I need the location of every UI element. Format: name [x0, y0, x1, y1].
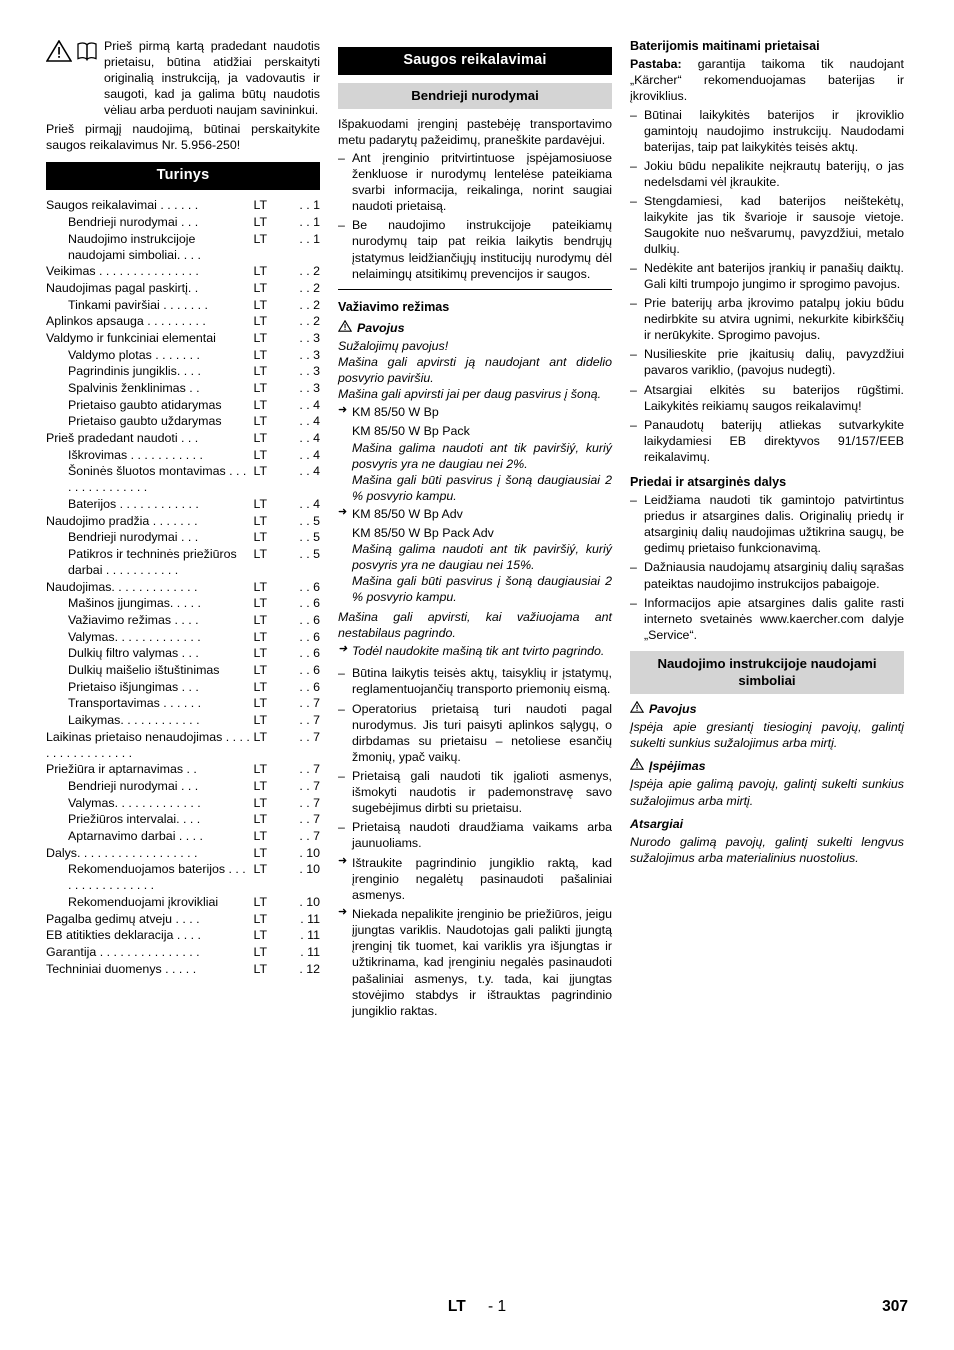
toc-entry-page: . . 4	[299, 464, 320, 479]
list-item	[338, 506, 612, 522]
toc-entry-page: . . 5	[299, 530, 320, 545]
toc-entry-title: Aplinkos apsauga . . . . . . . . .	[46, 314, 206, 329]
toc-entry-title: Rekomenduojami įkrovikliai	[68, 894, 219, 909]
battery-devices-heading: Baterijomis maitinami prietaisai	[630, 39, 820, 53]
toc-entry-lang: LT	[253, 696, 268, 711]
toc-entry-title: Dalys. . . . . . . . . . . . . . . . . .	[46, 845, 198, 860]
toc-entry-page: . . 3	[299, 330, 320, 345]
toc-entry-page: . . 1	[299, 214, 320, 229]
toc-title-bar: Turinys	[46, 162, 320, 190]
toc-row[interactable]	[46, 729, 320, 762]
toc-entry-lang: LT	[253, 795, 268, 810]
toc-entry-title: Prietaiso išjungimas . . .	[68, 679, 199, 694]
warning-label: Įspėjimas	[649, 759, 706, 774]
danger-description: Įspėja apie gresiantį tiesioginį pavojų, galintį sukelti sunkius sužalojimus arba mirtį.	[630, 720, 904, 751]
toc-row[interactable]	[46, 263, 320, 280]
intro-paragraph-2: Prieš pirmąjį naudojimą, būtinai perskaitykite saugos reikalavimus Nr. 5.956-250!	[46, 122, 320, 153]
toc-entry-title: Pagalba gedimų atveju . . . .	[46, 911, 200, 926]
toc-entry-page: . 10	[299, 894, 320, 909]
toc-entry-title: Naudojimas pagal paskirtį. .	[46, 280, 199, 295]
operation-rules-list	[338, 665, 612, 851]
footer-center	[46, 1298, 908, 1316]
toc-entry-lang: LT	[253, 579, 268, 594]
toc-row[interactable]	[46, 347, 320, 364]
warning-triangle-icon	[46, 40, 72, 62]
toc-entry-title: Dulkių filtro valymas . . .	[68, 646, 199, 661]
footer-language: LT	[447, 1298, 466, 1315]
toc-row[interactable]	[46, 413, 320, 430]
divider	[338, 289, 612, 290]
page-footer	[46, 1298, 908, 1320]
toc-entry-title: Aptarnavimo darbai . . . .	[68, 828, 203, 843]
toc-entry-page: . . 5	[299, 513, 320, 528]
list-item: – Atsargiai elkitės su baterijos rūgštimi. Laikykitės reikiamų saugos reikalavimų!	[630, 382, 904, 414]
toc-entry-lang: LT	[253, 546, 268, 561]
toc-row[interactable]	[46, 579, 320, 596]
table-of-contents	[46, 197, 320, 977]
toc-entry-lang: LT	[253, 496, 268, 511]
toc-row[interactable]	[46, 927, 320, 944]
list-item: – Stengdamiesi, kad baterijos neištekėtų, laikykite jas tik švarioje ir sausoje vietoje. Saugokite nuo nešvarumų, pavyzdžiui, metalo dulkių.	[630, 193, 904, 257]
list-item: ➜ Niekada nepalikite įrenginio be priežiūros, jeigu įjungtas variklis. Naudotojas gali palikti įjungtą įrenginį tik tuomet, kai variklis yra išjungtas ir užtikrinama, kad įrenginiu negalės pasinaudoti pašaliniai asmenys, t.y. tada, kai įjungtas stovėjimo stabdys ir ištrauktas pagrindinio jungiklio raktas.	[338, 906, 612, 1018]
column-left	[46, 38, 320, 977]
toc-row[interactable]	[46, 280, 320, 297]
toc-entry-page: . 11	[300, 911, 320, 926]
list-item: – Leidžiama naudoti tik gamintojo patvirtintus priedus ir atsargines dalis. Originalių priedų ir atsarginių dalių naudojimas užtikrina saugų, be gedimų prietaiso funkcionavimą.	[630, 492, 904, 556]
intro-text	[104, 38, 320, 118]
toc-entry-lang: LT	[253, 596, 268, 611]
toc-row[interactable]	[46, 778, 320, 795]
footer-page-number: 307	[882, 1298, 908, 1315]
toc-entry-page: . . 4	[299, 430, 320, 445]
toc-entry-lang: LT	[253, 662, 268, 677]
toc-row[interactable]	[46, 380, 320, 397]
toc-row[interactable]	[46, 231, 320, 264]
toc-entry-title: Prietaiso gaubto atidarymas	[68, 397, 222, 412]
toc-entry-page: . . 3	[299, 347, 320, 362]
model-note-2: Mašina gali būti pasvirus į šoną daugiausiai 2 % posvyrio kampu.	[352, 574, 612, 605]
list-item: – Operatorius prietaisą turi naudoti pagal nurodymus. Jis turi paisyti aplinkos sąlygų, o dirbdamas su prietaisu – netoliese esančių žmonių, ypač vaikų.	[338, 701, 612, 765]
toc-entry-title: Transportavimas . . . . . .	[68, 696, 202, 711]
toc-row[interactable]	[46, 529, 320, 546]
toc-entry-title: Iškrovimas . . . . . . . . . . .	[68, 447, 203, 462]
toc-entry-lang: LT	[253, 778, 268, 793]
toc-entry-lang: LT	[253, 347, 268, 362]
danger-text-3: Mašina gali apvirsti jai per daug pasvirus į šoną.	[338, 387, 602, 402]
list-item: – Prietaisą gali naudoti tik įgalioti asmenys, išmokyti naudotis ir pademonstravę savo sugebėjimus dirbti su prietaisu.	[338, 768, 612, 816]
toc-body	[46, 197, 320, 977]
toc-entry-lang: LT	[253, 513, 268, 528]
toc-entry-title: Bendrieji nurodymai . . .	[68, 778, 199, 793]
toc-entry-title: Šoninės šluotos montavimas . . . . . . . . . . . . . . .	[68, 464, 247, 495]
toc-entry-title: Bendrieji nurodymai . . .	[68, 530, 199, 545]
list-item: – Be naudojimo instrukcijoje pateikiamų nurodymų taip pat reikia laikytis bendrųjų įstatymus leidžiančiųjų institucijų nurodymų dėl nelaimingų atsitikimų prevencijos ir saugos.	[338, 217, 612, 281]
toc-entry-lang: LT	[253, 845, 268, 860]
model-name-secondary: KM 85/50 W Bp Pack	[352, 424, 470, 439]
toc-entry-lang: LT	[253, 911, 268, 926]
toc-entry-page: . . 7	[299, 778, 320, 793]
model-name-secondary: KM 85/50 W Bp Pack Adv	[352, 525, 494, 540]
toc-entry-page: . . 7	[299, 729, 320, 744]
toc-entry-title: Naudojimas. . . . . . . . . . . . .	[46, 579, 198, 594]
warning-triangle-icon	[338, 320, 352, 336]
footer-page-marker: - 1	[488, 1298, 507, 1315]
note-label: Pastaba:	[630, 57, 682, 72]
toc-entry-lang: LT	[253, 612, 268, 627]
toc-entry-page: . 11	[300, 928, 320, 943]
unstable-ground-note: Mašina gali apvirsti, kai važiuojama ant nestabilaus pagrindo.	[338, 610, 612, 641]
toc-entry-title: Baterijos . . . . . . . . . . . .	[68, 496, 199, 511]
toc-entry-lang: LT	[253, 729, 268, 744]
toc-entry-page: . . 7	[299, 712, 320, 727]
toc-row[interactable]	[46, 811, 320, 828]
toc-entry-title: Prietaiso gaubto uždarymas	[68, 414, 222, 429]
symbols-bar: Naudojimo instrukcijoje naudojami simboliai	[630, 651, 904, 694]
caution-symbol-row	[630, 816, 904, 832]
warning-symbol-row	[630, 758, 904, 774]
toc-entry-page: . 10	[299, 862, 320, 877]
toc-entry-lang: LT	[253, 364, 268, 379]
accessories-heading: Priedai ir atsarginės dalys	[630, 474, 787, 489]
toc-row[interactable]	[46, 861, 320, 894]
toc-entry-title: Prieš pradedant naudoti . . .	[46, 430, 199, 445]
model-name: KM 85/50 W Bp Adv	[352, 506, 463, 521]
toc-entry-lang: LT	[253, 712, 268, 727]
list-item: – Būtina laikytis teisės aktų, taisyklių ir įstatymų, reglamentuojančių transporto priemonių eismą.	[338, 665, 612, 697]
list-item: – Prie baterijų arba įkrovimo patalpų jokiu būdu nedirbkite su atvira ugnimi, nekurkite kibirkščių ir nerūkykite. Sprogimo pavojus.	[630, 295, 904, 343]
toc-entry-lang: LT	[253, 231, 268, 246]
toc-entry-page: . . 6	[299, 612, 320, 627]
toc-entry-page: . . 7	[299, 828, 320, 843]
list-item: – Dažniausia naudojamų atsarginių dalių sąrašas pateiktas naudojimo instrukcijos pabaigoje.	[630, 559, 904, 591]
firm-ground-instruction	[338, 643, 612, 659]
toc-row[interactable]	[46, 612, 320, 629]
toc-entry-title: Naudojimo pradžia . . . . . . .	[46, 513, 198, 528]
toc-entry-page: . . 4	[299, 447, 320, 462]
toc-entry-page: . . 2	[299, 297, 320, 312]
toc-entry-page: . . 4	[299, 496, 320, 511]
toc-entry-title: Rekomenduojamos baterijos . . . . . . . . . . . . . . . .	[68, 862, 246, 893]
toc-entry-title: Saugos reikalavimai . . . . . .	[46, 198, 199, 213]
toc-entry-lang: LT	[253, 264, 268, 279]
toc-row[interactable]	[46, 828, 320, 845]
three-column-layout	[46, 38, 908, 1022]
toc-entry-page: . 10	[299, 845, 320, 860]
toc-entry-page: . . 2	[299, 264, 320, 279]
toc-entry-page: . . 6	[299, 646, 320, 661]
toc-row[interactable]	[46, 595, 320, 612]
list-item: – Būtinai laikykitės baterijos ir įkroviklio gamintojų naudojimo instrukcijų. Naudodami baterijas, taip pat laikykitės teisės aktų.	[630, 107, 904, 155]
toc-entry-lang: LT	[253, 214, 268, 229]
toc-row[interactable]	[46, 845, 320, 862]
toc-row[interactable]	[46, 363, 320, 380]
toc-entry-lang: LT	[253, 679, 268, 694]
toc-row[interactable]	[46, 712, 320, 729]
caution-description: Nurodo galimą pavojų, galintį sukelti lengvus sužalojimus arba materialinius nuostolius.	[630, 834, 904, 865]
toc-row[interactable]	[46, 695, 320, 712]
toc-entry-lang: LT	[253, 397, 268, 412]
toc-entry-page: . . 6	[299, 596, 320, 611]
toc-entry-title: EB atitikties deklaracija . . . .	[46, 928, 201, 943]
model-note-1: Mašina galima naudoti ant tik paviršiý, kuriý posvyris yra ne daugiau nei 2%.	[352, 440, 612, 471]
general-notes-list	[338, 150, 612, 282]
toc-entry-title: Priežiūra ir aptarnavimas . .	[46, 762, 197, 777]
toc-entry-lang: LT	[253, 530, 268, 545]
toc-entry-lang: LT	[253, 928, 268, 943]
toc-entry-title: Bendrieji nurodymai . . .	[68, 214, 199, 229]
model-list-2	[338, 506, 612, 522]
accessories-list	[630, 492, 904, 643]
toc-entry-title: Spalvinis ženklinimas . .	[68, 380, 200, 395]
toc-entry-lang: LT	[253, 828, 268, 843]
toc-row[interactable]	[46, 944, 320, 961]
note-text: garantija taikoma tik naudojant „Kärcher“ rekomenduojamas baterijas ir įkroviklius.	[630, 57, 904, 104]
toc-entry-title: Važiavimo režimas . . . .	[68, 612, 199, 627]
toc-entry-lang: LT	[253, 430, 268, 445]
toc-entry-title: Laikymas. . . . . . . . . . . .	[68, 712, 200, 727]
toc-entry-page: . . 3	[299, 380, 320, 395]
warning-triangle-icon	[630, 701, 644, 717]
toc-entry-page: . . 7	[299, 696, 320, 711]
danger-label: Pavojus	[649, 702, 697, 717]
toc-row[interactable]	[46, 662, 320, 679]
toc-entry-page: . 11	[300, 944, 320, 959]
toc-entry-lang: LT	[253, 280, 268, 295]
toc-entry-page: . . 7	[299, 762, 320, 777]
warning-triangle-icon	[630, 758, 644, 774]
toc-row[interactable]	[46, 463, 320, 496]
toc-entry-title: Laikinas prietaiso nenaudojimas . . . . . . . . . . . . . . . . .	[46, 729, 250, 760]
driving-mode-heading: Važiavimo režimas	[338, 299, 450, 314]
list-item: – Nusilieskite prie įkaitusių dalių, pavyzdžiui pavaros variklio, (pavojus nudegti).	[630, 346, 904, 378]
toc-row[interactable]	[46, 795, 320, 812]
toc-entry-page: . . 1	[299, 231, 320, 246]
warranty-note	[630, 56, 904, 104]
intro-warning-block	[46, 38, 320, 118]
toc-entry-page: . . 4	[299, 397, 320, 412]
toc-entry-lang: LT	[253, 464, 268, 479]
toc-entry-lang: LT	[253, 198, 268, 213]
toc-row[interactable]	[46, 961, 320, 978]
toc-entry-lang: LT	[253, 330, 268, 345]
toc-entry-lang: LT	[253, 629, 268, 644]
toc-row[interactable]	[46, 894, 320, 911]
toc-entry-title: Dulkių maišelio ištuštinimas	[68, 662, 220, 677]
general-notes-bar: Bendrieji nurodymai	[338, 83, 612, 109]
model-note-2: Mašina gali būti pasvirus į šoną daugiausiai 2 % posvyrio kampu.	[352, 472, 612, 503]
toc-entry-title: Pagrindinis jungiklis. . . .	[68, 364, 201, 379]
toc-entry-lang: LT	[253, 314, 268, 329]
toc-entry-page: . . 4	[299, 414, 320, 429]
manual-book-icon	[76, 40, 98, 62]
toc-entry-title: Patikros ir techninės priežiūros darbai . . . . . . . . . . .	[68, 546, 237, 577]
model-list-1	[338, 404, 612, 420]
toc-entry-title: Priežiūros intervalai. . . .	[68, 812, 201, 827]
toc-entry-lang: LT	[253, 812, 268, 827]
toc-entry-title: Valymas. . . . . . . . . . . . .	[68, 795, 201, 810]
safety-requirements-bar: Saugos reikalavimai	[338, 47, 612, 75]
toc-row[interactable]	[46, 430, 320, 447]
intro-paragraph-1: Prieš pirmą kartą pradedant naudotis prietaisu, būtina atidžiai perskaityti originalią instrukciją, ja vadovautis ir saugoti, kad ja galima būtų naudotis vėliau arba perduoti naujam savininkui.	[104, 39, 320, 118]
toc-entry-page: . . 6	[299, 629, 320, 644]
toc-entry-page: . . 2	[299, 314, 320, 329]
battery-safety-list	[630, 107, 904, 465]
model-name: KM 85/50 W Bp	[352, 405, 439, 420]
list-item: ➜ Ištraukite pagrindinio jungiklio raktą, kad įrenginio negalėtų pasinaudoti pašaliniai asmenys.	[338, 855, 612, 903]
toc-row[interactable]	[46, 214, 320, 231]
key-removal-list	[338, 855, 612, 1019]
toc-entry-page: . . 1	[299, 198, 320, 213]
toc-entry-lang: LT	[253, 894, 268, 909]
toc-row[interactable]	[46, 297, 320, 314]
toc-entry-lang: LT	[253, 862, 268, 877]
list-item: – Informacijos apie atsargines dalis galite rasti interneto svetainės www.kaercher.com dalyje „Service“.	[630, 595, 904, 643]
toc-row[interactable]	[46, 330, 320, 347]
toc-entry-page: . . 6	[299, 679, 320, 694]
list-item: – Jokiu būdu nepalikite neįkrautų baterijų, o jas nedelsdami vėl įkraukite.	[630, 158, 904, 190]
column-middle	[338, 38, 612, 1022]
toc-entry-lang: LT	[253, 447, 268, 462]
toc-entry-title: Valdymo plotas . . . . . . .	[68, 347, 200, 362]
toc-entry-lang: LT	[253, 961, 268, 976]
toc-entry-lang: LT	[253, 297, 268, 312]
toc-row[interactable]	[46, 546, 320, 579]
toc-entry-lang: LT	[253, 762, 268, 777]
column-right	[630, 38, 904, 866]
toc-entry-page: . . 6	[299, 662, 320, 677]
list-item: – Nedėkite ant baterijos įrankių ir panašių daiktų. Gali kilti trumpojo jungimo ir sprogimo pavojus.	[630, 260, 904, 292]
toc-entry-page: . . 7	[299, 812, 320, 827]
danger-text-1: Sužalojimų pavojus!	[338, 339, 449, 354]
model-note-1: Mašiną galima naudoti ant tik paviršiý, kuriý posvyris yra ne daugiau nei 15%.	[352, 541, 612, 573]
toc-row[interactable]	[46, 397, 320, 414]
footer-inner	[46, 1298, 908, 1320]
list-item: – Ant įrenginio pritvirtintuose įspėjamosiuose ženkluose ir nurodymų lentelėse pateikiama svarbi informacija, reikalinga, norint saugiai naudoti prietaisą.	[338, 150, 612, 214]
list-item: – Panaudotų baterijų atliekas sutvarkykite laikydamiesi EB direktyvos 91/157/EEB reikalavimų.	[630, 417, 904, 465]
toc-row[interactable]	[46, 645, 320, 662]
toc-entry-title: Garantija . . . . . . . . . . . . . . .	[46, 944, 200, 959]
danger-symbol-row	[630, 701, 904, 717]
toc-entry-page: . . 3	[299, 364, 320, 379]
toc-entry-page: . . 5	[299, 546, 320, 561]
toc-entry-title: Veikimas . . . . . . . . . . . . . . .	[46, 264, 199, 279]
toc-row[interactable]	[46, 496, 320, 513]
toc-entry-title: Naudojimo instrukcijoje naudojami simboliai. . . .	[68, 231, 201, 262]
toc-entry-lang: LT	[253, 414, 268, 429]
toc-row[interactable]	[46, 447, 320, 464]
toc-row[interactable]	[46, 679, 320, 696]
toc-row[interactable]	[46, 911, 320, 928]
intro-icons	[46, 38, 98, 62]
toc-entry-title: Valymas. . . . . . . . . . . . .	[68, 629, 201, 644]
toc-entry-lang: LT	[253, 380, 268, 395]
caution-label: Atsargiai	[630, 816, 684, 831]
toc-entry-page: . . 7	[299, 795, 320, 810]
toc-entry-lang: LT	[253, 646, 268, 661]
toc-entry-title: Techniniai duomenys . . . . .	[46, 961, 197, 976]
toc-row[interactable]	[46, 513, 320, 530]
toc-row[interactable]	[46, 629, 320, 646]
danger-label-row	[338, 320, 612, 336]
danger-label: Pavojus	[357, 320, 405, 335]
toc-row[interactable]	[46, 313, 320, 330]
toc-entry-title: Tinkami paviršiai . . . . . . .	[68, 297, 208, 312]
toc-row[interactable]	[46, 761, 320, 778]
unpacking-paragraph: Išpakuodami įrenginį pastebėję transportavimo metu padarytų pažeidimų, praneškite pardavėjui.	[338, 117, 612, 148]
list-item: – Prietaisą naudoti draudžiama vaikams arba jaunuoliams.	[338, 819, 612, 851]
toc-row[interactable]	[46, 197, 320, 214]
list-item: ➜ Todėl naudokite mašiną tik ant tvirto pagrindo.	[338, 643, 612, 659]
toc-entry-title: Mašinos įjungimas. . . . .	[68, 596, 201, 611]
danger-text-2: Mašina gali apvirsti ją naudojant ant didelio posvyrio paviršiu.	[338, 355, 612, 386]
list-item	[338, 404, 612, 420]
toc-entry-page: . 12	[299, 961, 320, 976]
toc-entry-page: . . 2	[299, 280, 320, 295]
toc-entry-title: Valdymo ir funkciniai elementai	[46, 330, 216, 345]
warning-description: Įspėja apie galimą pavojų, galintį sukelti sunkius sužalojimus arba mirtį.	[630, 777, 904, 808]
toc-entry-lang: LT	[253, 944, 268, 959]
toc-entry-page: . . 6	[299, 579, 320, 594]
